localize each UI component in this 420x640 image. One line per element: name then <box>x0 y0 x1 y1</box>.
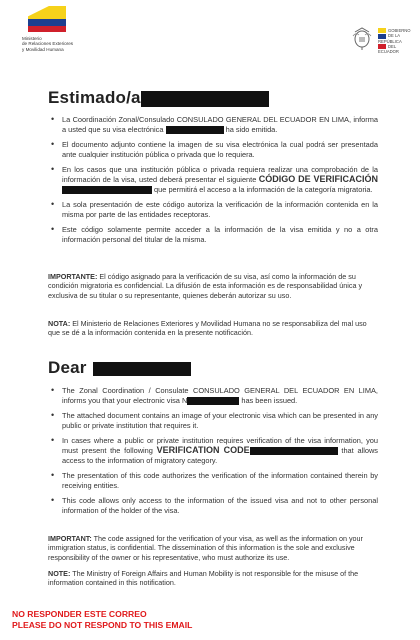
list-item <box>48 411 378 430</box>
nota-text: El Ministerio de Relaciones Exteriores y Movilidad Humana no se responsabiliza del mal uso que se dé a la información contenida en la presente notificación. <box>48 319 367 338</box>
list-item-text: The attached document contains an image of your electronic visa which can be presented in any public or private institution that requires it. <box>62 411 378 430</box>
redacted-name <box>93 362 191 376</box>
redacted-code <box>250 447 338 455</box>
header <box>0 0 420 60</box>
ecuador-flag-icon <box>28 6 66 32</box>
list-item <box>48 165 378 194</box>
list-item-text: ha sido emitida. <box>223 124 278 134</box>
gob-line-1: GOBIERNO <box>388 28 411 33</box>
coat-of-arms-icon <box>350 26 374 50</box>
ministry-line-1: Ministerio <box>22 36 42 41</box>
list-item-text: In cases where a public or private institution requires verification of the visa information, you must present the following <box>62 436 378 455</box>
list-item-text: Este código solamente permite acceder a la información de la visa emitida y no a otra información personal del titular de la misma. <box>62 225 378 244</box>
list-item-text: La sola presentación de este código autoriza la verificación de la información contenida en la misma por parte de las entidades receptoras. <box>62 200 378 219</box>
nota-spanish <box>48 319 378 338</box>
list-item <box>48 471 378 490</box>
list-item <box>48 225 378 244</box>
list-item <box>48 200 378 219</box>
verification-code-label: CÓDIGO DE VERIFICACIÓN <box>258 173 378 184</box>
redacted-code <box>62 186 152 194</box>
greeting-english-text: Dear <box>48 358 87 377</box>
important-label: IMPORTANTE: <box>48 272 98 281</box>
list-item-text: El documento adjunto contiene la imagen de su visa electrónica la cual podrá ser presentada ante cualquier institución pública o privada que lo requiera. <box>62 140 378 159</box>
ministry-line-3: y Movilidad Humana <box>22 46 64 52</box>
verification-code-label: VERIFICATION CODE <box>156 444 250 455</box>
redacted-visa-number <box>187 397 239 405</box>
nota-label: NOTA: <box>48 319 71 328</box>
do-not-reply-warning <box>12 609 192 631</box>
do-not-reply-spanish: NO RESPONDER ESTE CORREO <box>12 609 147 619</box>
gob-line-3: DEL ECUADOR <box>378 43 399 55</box>
note-text: The Ministry of Foreign Affairs and Human Mobility is not responsible for the misuse of the information contained in this notification. <box>48 569 359 588</box>
list-item-text: En los casos que una institución pública o privada requiera realizar una comprobación de la información de la visa, usted deberá presentar el siguiente <box>62 165 378 184</box>
ministry-line-2: de Relaciones Exteriores <box>22 41 74 47</box>
list-item <box>48 386 378 405</box>
list-item-text: que permitirá el acceso a la información de la categoría migratoria. <box>152 184 373 194</box>
spanish-list <box>48 115 378 245</box>
government-logo <box>350 26 412 55</box>
important-label: IMPORTANT: <box>48 534 92 543</box>
list-item <box>48 140 378 159</box>
gob-line-2: DE LA REPÚBLICA <box>378 33 402 44</box>
greeting-spanish-text: Estimado/a <box>48 88 141 107</box>
list-item <box>48 436 378 465</box>
important-text: The code assigned for the verification of your visa, as well as the information on your immigration status, is confidential. The dissemination of this information is the sole and exclusive responsibility of the owner or his representative, who must authorize its use. <box>48 534 363 562</box>
greeting-spanish <box>48 88 269 108</box>
list-item-text: that allows access to the information of migratory category. <box>62 445 378 465</box>
list-item-text: The presentation of this code authorizes the verification of the information contained therein by receiving entities. <box>62 471 378 490</box>
note-label: NOTE: <box>48 569 71 578</box>
list-item-text: has been issued. <box>239 395 298 405</box>
list-item-text: La Coordinación Zonal/Consulado CONSULADO GENERAL DEL ECUADOR EN LIMA, informa a usted que su visa electrónica <box>62 115 378 134</box>
ministry-logo <box>14 6 124 54</box>
list-item <box>48 115 378 134</box>
government-name <box>378 28 412 54</box>
ministry-name <box>22 36 132 52</box>
list-item-text: This code allows only access to the information of the issued visa and not to other personal information of the holder of the visa. <box>62 496 378 515</box>
redacted-visa-number <box>166 126 224 134</box>
list-item-text: The Zonal Coordination / Consulate CONSULADO GENERAL DEL ECUADOR EN LIMA, informs you that your electronic visa N <box>62 386 378 405</box>
important-note-english <box>48 534 378 562</box>
spanish-body <box>48 115 378 251</box>
note-english <box>48 569 378 588</box>
important-note-spanish <box>48 272 378 300</box>
do-not-reply-english: PLEASE DO NOT RESPOND TO THIS EMAIL <box>12 620 193 630</box>
english-body <box>48 386 378 522</box>
list-item <box>48 496 378 515</box>
english-list <box>48 386 378 516</box>
greeting-english <box>48 358 191 378</box>
important-text: El código asignado para la verificación de su visa, así como la información de su condición migratoria es confidencial. La difusión de esta información es de responsabilidad única y exclusiva de su titular o su representante, quienes deberán autorizar su uso. <box>48 272 363 300</box>
redacted-name <box>141 91 269 107</box>
